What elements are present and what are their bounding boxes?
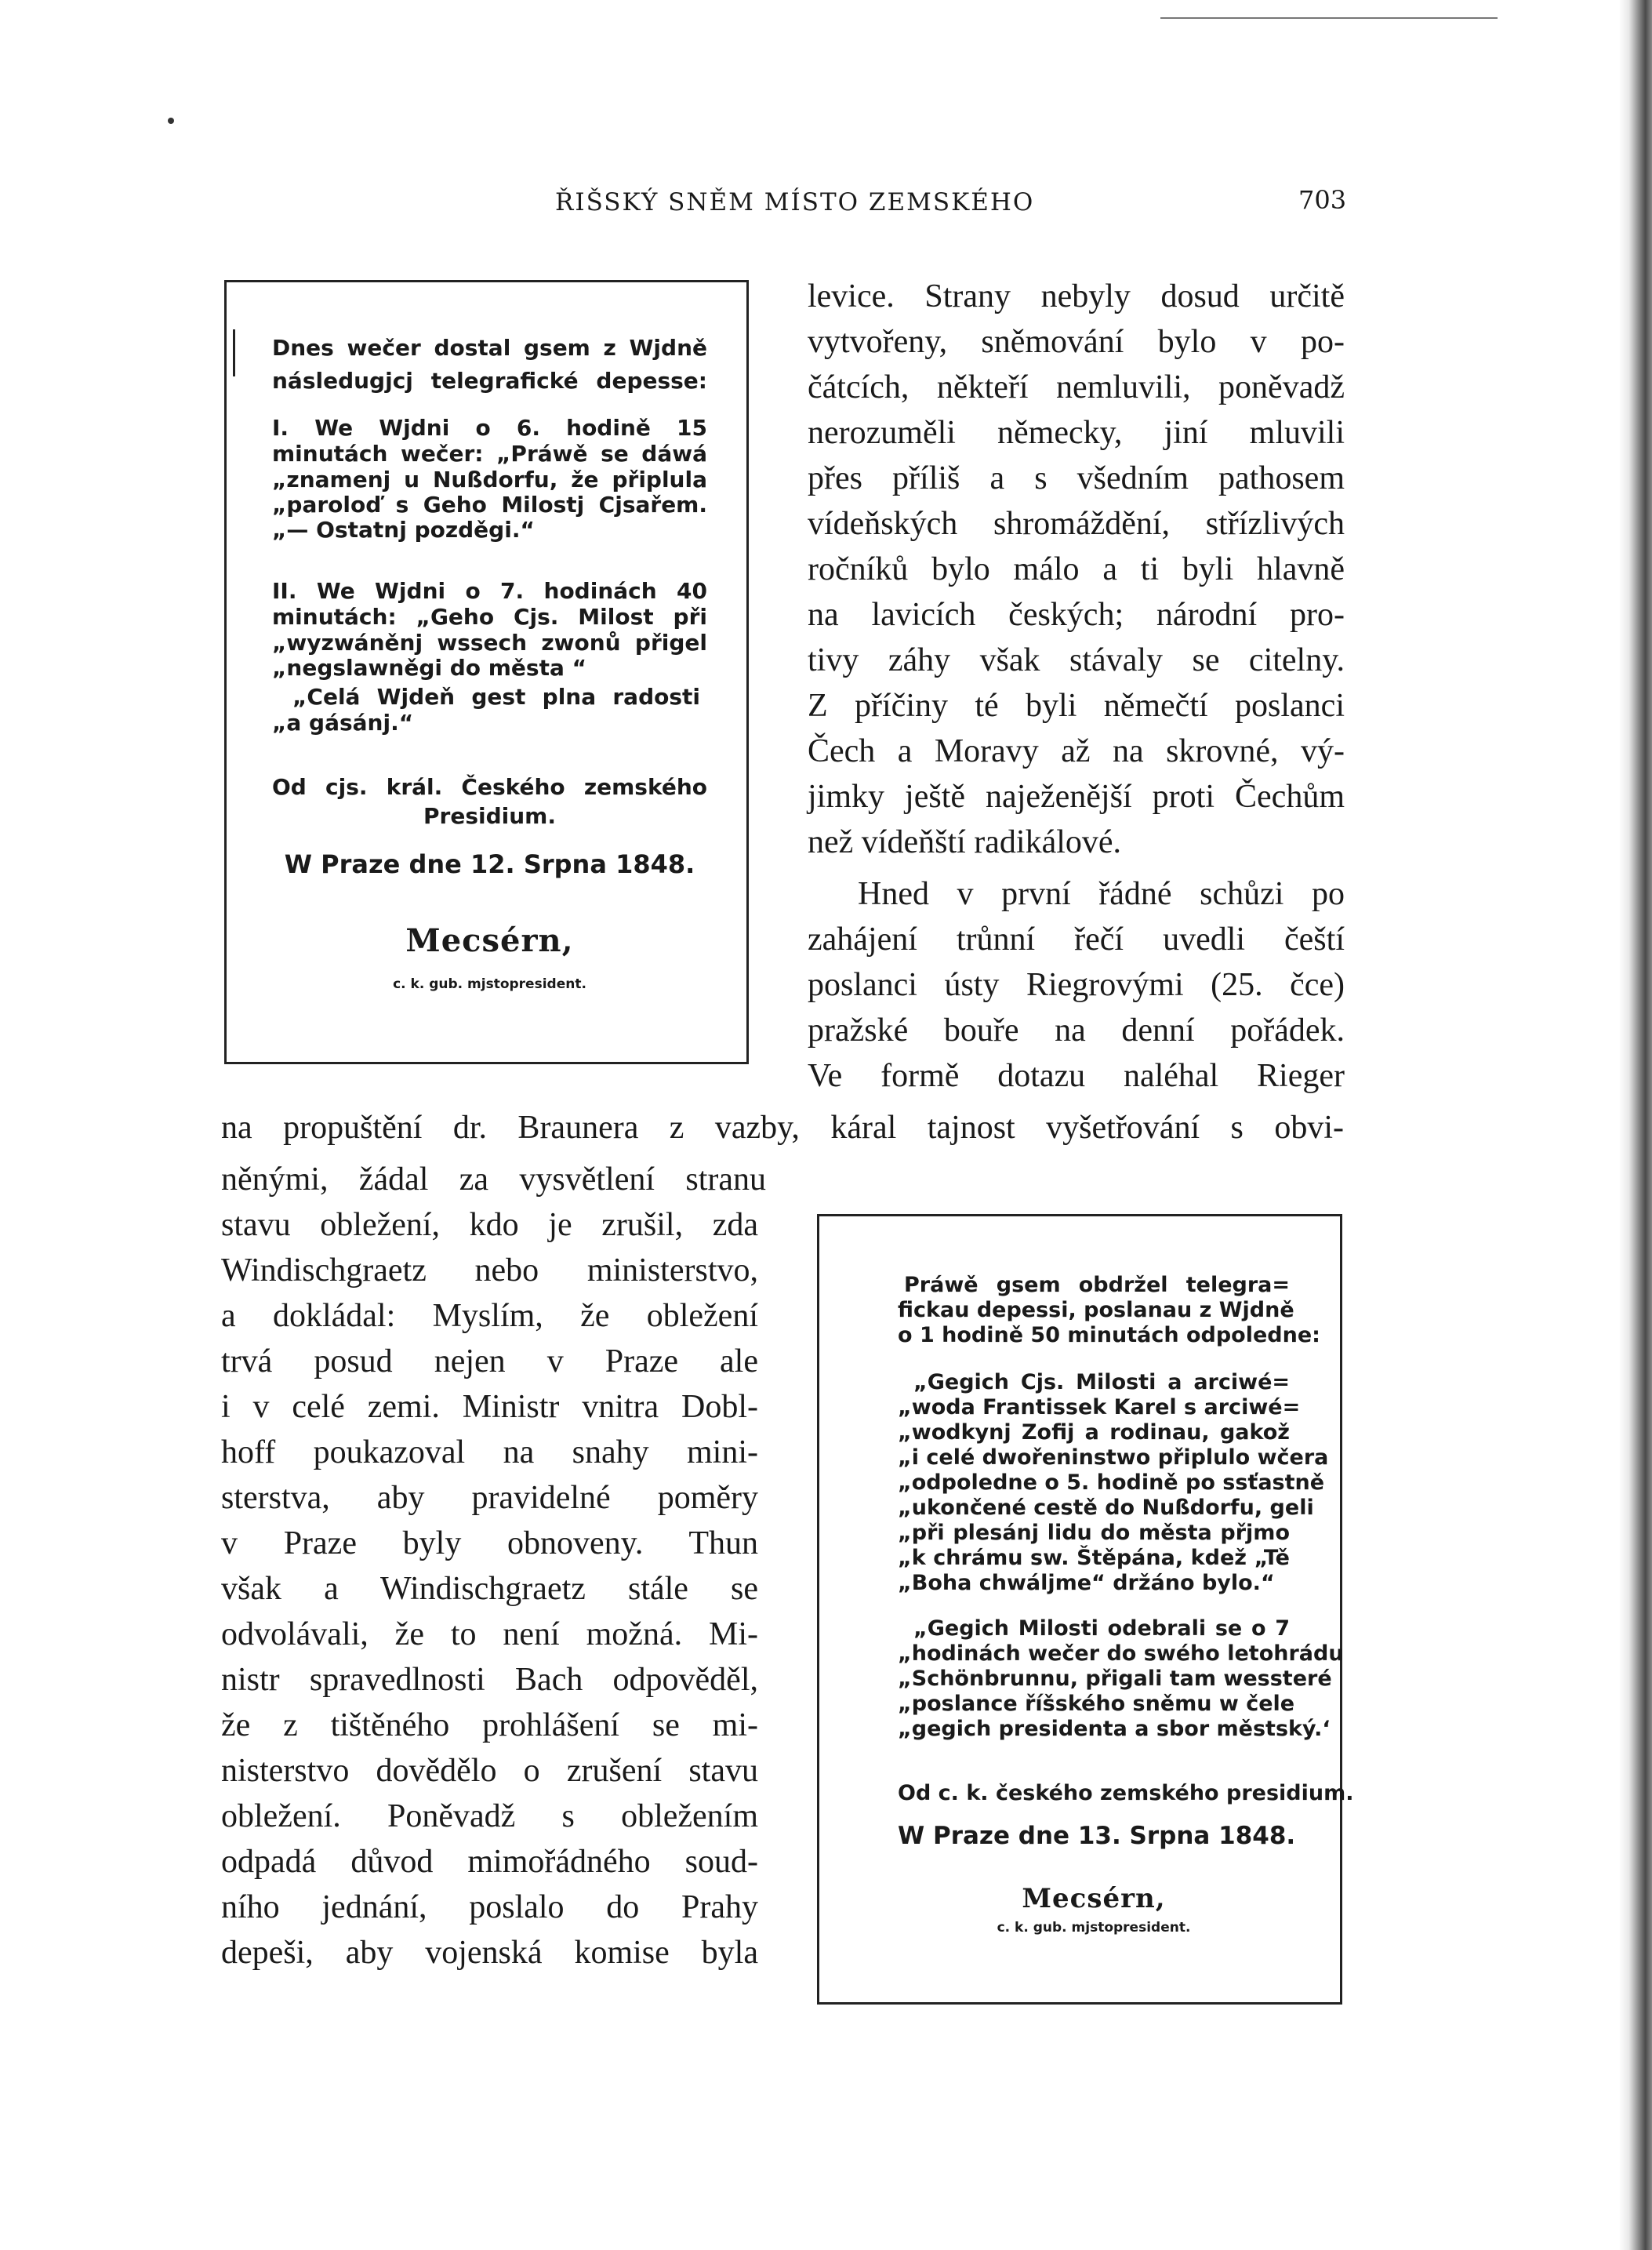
body-line: Ve formě dotazu naléhal Rieger	[808, 1058, 1345, 1094]
page-number: 703	[1298, 185, 1347, 215]
notice1-line: „negslawněgi do města “	[272, 655, 586, 681]
body-line-full: na propuštění dr. Braunera z vazby, káral tajnost vyšetřování s obvi-	[221, 1110, 1344, 1146]
body-line: přes příliš a s všedním pathosem	[808, 460, 1345, 496]
telegram-notice-1	[224, 280, 749, 1064]
notice1-signature: Mecsérn,	[405, 922, 574, 959]
notice1-line: Dnes wečer dostal gsem z Wjdně	[272, 335, 707, 361]
notice1-date: W Praze dne 12. Srpna 1848.	[284, 849, 695, 879]
body-line: poslanci ústy Riegrovými (25. čce)	[808, 967, 1345, 1003]
notice2-line: „hodinách wečer do swého letohrádu	[898, 1641, 1344, 1666]
notice1-line: minutách: „Geho Cjs. Milost při	[272, 604, 707, 630]
body-line: trvá posud nejen v Praze ale	[221, 1343, 758, 1379]
notice1-line: následugjcj telegrafické depesse:	[272, 368, 707, 394]
body-line: depeši, aby vojenská komise byla	[221, 1935, 758, 1971]
body-line: i v celé zemi. Ministr vnitra Dobl-	[221, 1389, 758, 1425]
body-line: že z tištěného prohlášení se mi-	[221, 1707, 758, 1743]
notice1-line: minutách wečer: „Práwě se dáwá	[272, 441, 707, 467]
notice2-line: „Gegich Cjs. Milosti a arciwé=	[913, 1370, 1290, 1394]
notice2-line: „odpoledne o 5. hodině po ssťastně	[898, 1470, 1325, 1495]
body-line: něnými, žádal za vysvětlení stranu	[221, 1161, 766, 1198]
notice2-line: „k chrámu sw. Štěpána, kdež „Tě	[898, 1546, 1290, 1570]
notice2-line: „gegich presidenta a sbor městský.‘	[898, 1717, 1331, 1741]
body-line: obležení. Poněvadž s obležením	[221, 1798, 758, 1834]
body-line: pražské bouře na denní pořádek.	[808, 1012, 1345, 1049]
notice2-line: Od c. k. českého zemského presidium.	[898, 1781, 1354, 1805]
notice1-line: II. We Wjdni o 7. hodinách 40	[272, 578, 707, 604]
notice1-line: „Celá Wjdeň gest plna radosti	[292, 684, 700, 710]
notice2-line: „Boha chwáljme“ držáno bylo.“	[898, 1571, 1275, 1595]
notice2-line: „ukončené cestě do Nußdorfu, geli	[898, 1496, 1314, 1520]
body-line: zahájení trůnní řečí uvedli čeští	[808, 921, 1345, 958]
body-line: sterstva, aby pravidelné poměry	[221, 1480, 758, 1516]
body-line: Windischgraetz nebo ministerstvo,	[221, 1252, 758, 1289]
body-line: levice. Strany nebyly dosud určitě	[808, 278, 1345, 314]
notice1-line: „znamenj u Nußdorfu, že připlula	[272, 467, 707, 493]
notice2-line: fickau depessi, poslanau z Wjdně	[898, 1298, 1294, 1322]
body-line: nisterstvo dovědělo o zrušení stavu	[221, 1753, 758, 1789]
body-line: tivy záhy však stávaly se citelny.	[808, 642, 1345, 678]
body-line: vytvořeny, sněmování bylo v po-	[808, 324, 1345, 360]
body-line: Čech a Moravy až na skrovné, vý-	[808, 733, 1345, 769]
notice2-line: „při plesánj lidu do města přjmo	[898, 1521, 1290, 1545]
notice1-line: „a gásánj.“	[272, 710, 414, 736]
notice2-signature: Mecsérn,	[1022, 1883, 1166, 1914]
notice2-date: W Praze dne 13. Srpna 1848.	[898, 1822, 1296, 1850]
body-line: na lavicích českých; národní pro-	[808, 597, 1345, 633]
notice2-signature-title: c. k. gub. mjstopresident.	[997, 1920, 1191, 1936]
notice1-line: I. We Wjdni o 6. hodině 15	[272, 415, 707, 441]
notice2-line: „Gegich Milosti odebrali se o 7	[913, 1616, 1290, 1641]
page-edge-shadow	[1619, 0, 1652, 2250]
body-line: však a Windischgraetz stále se	[221, 1571, 758, 1607]
notice1-line: „wyzwáněnj wssech zwonů přigel	[272, 630, 707, 656]
notice2-line: „Schönbrunnu, přigali tam wessteré	[898, 1667, 1332, 1691]
notice2-line: „poslance říšského sněmu w čele	[898, 1692, 1295, 1716]
body-line: odvolávali, že to není možná. Mi-	[221, 1616, 758, 1652]
body-line: v Praze byly obnoveny. Thun	[221, 1525, 758, 1561]
notice2-line: o 1 hodině 50 minutách odpoledne:	[898, 1323, 1320, 1347]
body-line: vídeňských shromáždění, střízlivých	[808, 506, 1345, 542]
notice1-line: Od cjs. král. Českého zemského	[272, 774, 707, 800]
body-line: Z příčiny té byli němečtí poslanci	[808, 688, 1345, 724]
body-line: nerozuměli německy, jiní mluvili	[808, 415, 1345, 451]
notice2-line: Práwě gsem obdržel telegra=	[904, 1273, 1290, 1297]
notice2-line: „i celé dwořeninstwo připlulo wčera	[898, 1445, 1329, 1470]
body-line: čátcích, někteří nemluvili, poněvadž	[808, 369, 1345, 405]
body-line: ročníků bylo málo a ti byli hlavně	[808, 551, 1345, 587]
body-line: jimky ještě naježenější proti Čechům	[808, 779, 1345, 815]
notice1-line: Presidium.	[423, 803, 556, 829]
body-line: Hned v první řádné schůzi po	[858, 876, 1345, 912]
body-line: než vídeňští radikálové.	[808, 824, 1122, 860]
running-head: ŘIŠSKÝ SNĚM MÍSTO ZEMSKÉHO	[555, 188, 1035, 216]
body-line: hoff poukazoval na snahy mini-	[221, 1434, 758, 1470]
notice1-line: „— Ostatnj pozděgi.“	[272, 517, 535, 543]
body-line: a dokládal: Myslím, že obležení	[221, 1298, 758, 1334]
body-line: odpadá důvod mimořádného soud-	[221, 1844, 758, 1880]
body-line: ního jednání, poslalo do Prahy	[221, 1889, 758, 1925]
body-line: stavu obležení, kdo je zrušil, zda	[221, 1207, 758, 1243]
notice-margin-bar	[233, 329, 235, 376]
notice1-line: „paroloď s Geho Milostj Cjsařem.	[272, 492, 707, 518]
scan-artifact-dot	[168, 118, 174, 124]
notice1-signature-title: c. k. gub. mjstopresident.	[393, 976, 586, 992]
scan-artifact-line	[1160, 17, 1498, 19]
notice2-line: „wodkynj Zofij a rodinau, gakož	[898, 1420, 1290, 1445]
notice2-line: „woda Frantissek Karel s arciwé=	[898, 1395, 1301, 1419]
body-line: nistr spravedlnosti Bach odpověděl,	[221, 1662, 758, 1698]
telegram-notice-2	[817, 1214, 1354, 2005]
